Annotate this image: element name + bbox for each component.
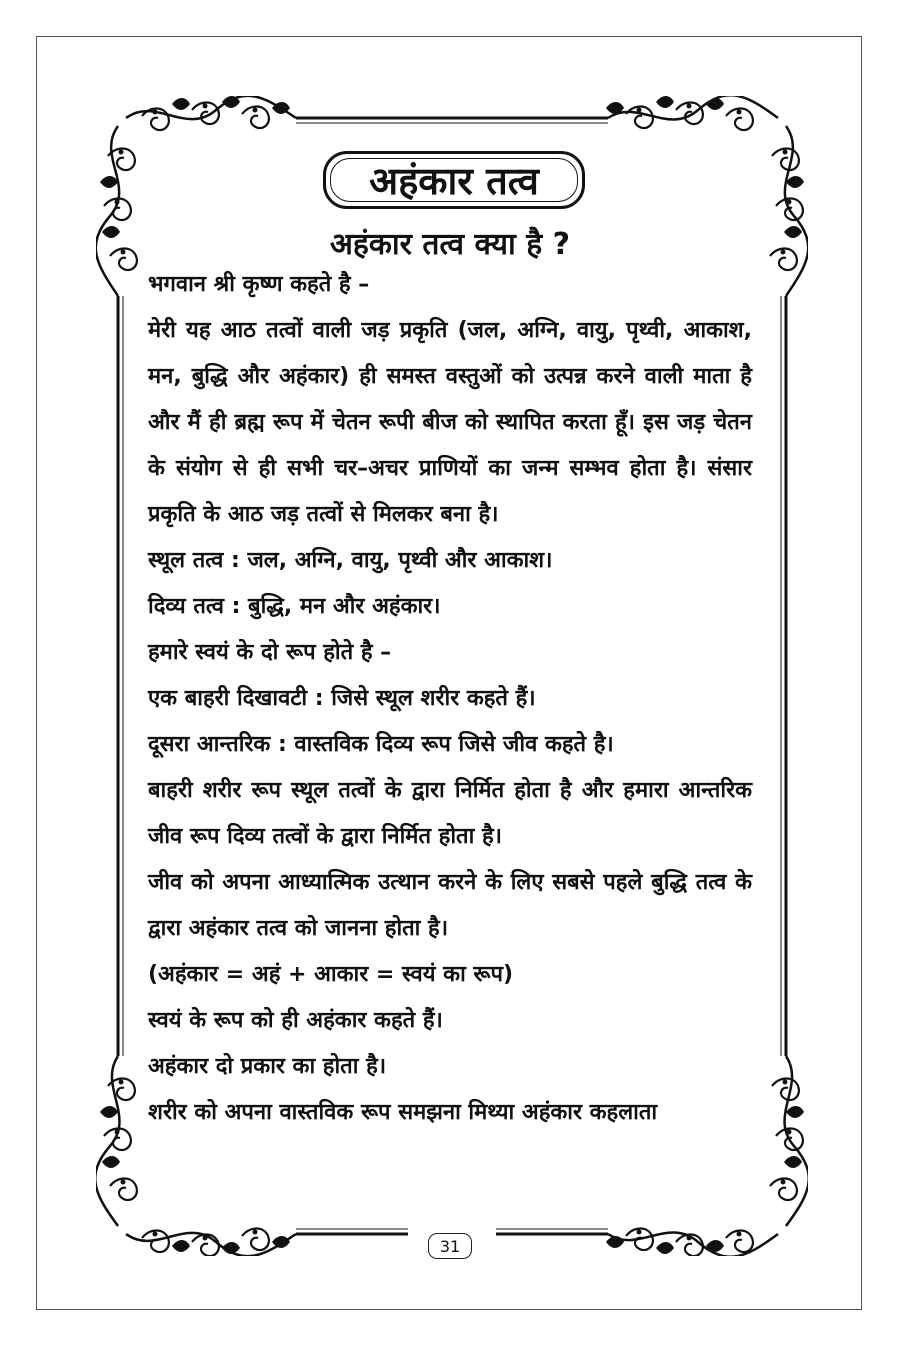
- ornament-right: [781, 126, 808, 1226]
- paragraph: हमारे स्वयं के दो रूप होते है –: [148, 640, 392, 665]
- paragraph: दूसरा आन्तरिक : वास्तविक दिव्य रूप जिसे जीव कहते है।: [148, 732, 614, 757]
- paragraph: दिव्य तत्व : बुद्धि, मन और अहंकार।: [148, 594, 441, 619]
- ornament-left: [96, 126, 123, 1226]
- paragraph: शरीर को अपना वास्तविक रूप समझना मिथ्या अहंकार कहलाता: [148, 1100, 658, 1125]
- paragraph: जीव को अपना आध्यात्मिक उत्थान करने के लिए सबसे पहले बुद्धि तत्व के द्वारा अहंकार तत्व को जानना होता है।: [148, 870, 752, 941]
- section-subtitle: अहंकार तत्व क्या है ?: [330, 227, 570, 262]
- page-title: अहंकार तत्व: [323, 151, 585, 209]
- paragraph: स्वयं के रूप को ही अहंकार कहते हैं।: [148, 1008, 443, 1033]
- paragraph: (अहंकार = अहं + आकार = स्वयं का रूप): [148, 962, 514, 987]
- body-content: [148, 262, 752, 1136]
- paragraph: एक बाहरी दिखावटी : जिसे स्थूल शरीर कहते हैं।: [148, 686, 536, 711]
- paragraph: मेरी यह आठ तत्वों वाली जड़ प्रकृति (जल, अग्नि, वायु, पृथ्वी, आकाश, मन, बुद्धि और अहंकार) ही समस्त वस्तुओं को उत्पन्न करने वाली माता है और मैं ही ब्रह्म रूप में चेतन रूपी बीज को स्थापित करता हूँ। इस जड़ चेतन के संयोग से ही सभी चर–अचर प्राणियों का जन्म सम्भव होता है। संसार प्रकृति के आठ जड़ तत्वों से मिलकर बना है।: [148, 318, 752, 527]
- paragraph: भगवान श्री कृष्ण कहते है –: [148, 272, 370, 297]
- paragraph: अहंकार दो प्रकार का होता है।: [148, 1054, 387, 1079]
- paragraph: बाहरी शरीर रूप स्थूल तत्वों के द्वारा निर्मित होता है और हमारा आन्तरिक जीव रूप दिव्य तत्वों के द्वारा निर्मित होता है।: [148, 778, 752, 849]
- paragraph: स्थूल तत्व : जल, अग्नि, वायु, पृथ्वी और आकाश।: [148, 548, 553, 573]
- page-number: 31: [428, 1233, 472, 1259]
